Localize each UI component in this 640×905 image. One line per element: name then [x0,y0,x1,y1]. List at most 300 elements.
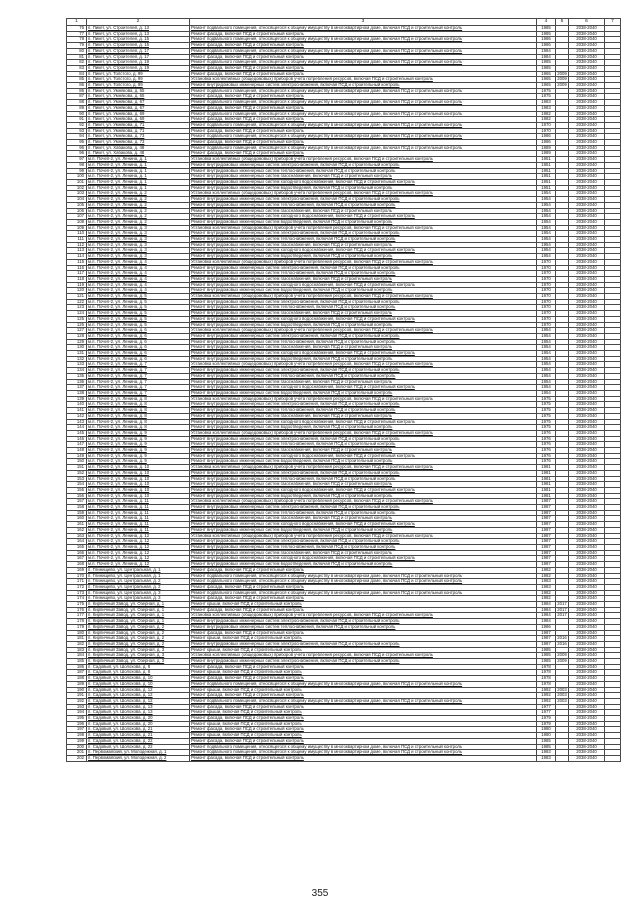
work-type-cell: Ремонт крыши, включая ПСД и строительный контроль [190,721,537,727]
work-type-cell: Ремонт внутридомовых инженерных систем теплоснабжения, включая ПСД и строительный контроль [190,624,537,630]
period-cell: 2038-2040 [569,311,605,317]
work-type-cell: Ремонт фасада, включая ПСД и строительный контроль [190,596,537,602]
row-number: 98 [67,162,87,168]
work-type-cell: Ремонт фасада, включая ПСД и строительный контроль [190,140,537,146]
build-year-cell: 1976 [537,436,556,442]
period-cell: 2038-2040 [569,48,605,54]
work-type-cell: Ремонт фасада, включая ПСД и строительный контроль [190,664,537,670]
build-year-cell: 1954 [537,385,556,391]
period-cell: 2038-2040 [569,322,605,328]
address-cell: м.п. Почеп-2, ул. Ленина, д. 8 [87,402,190,408]
period-cell: 2038-2040 [569,408,605,414]
address-cell: м.п. Почеп-2, ул. Ленина, д. 3 [87,237,190,243]
row-number: 185 [67,659,87,665]
period-cell: 2038-2040 [569,584,605,590]
build-year-cell: 1965 [537,77,556,83]
address-cell: м.п. Почеп-2, ул. Ленина, д. 11 [87,510,190,516]
work-type-cell: Ремонт внутридомовых инженерных систем газоснабжения, включая ПСД и строительный контроль [190,276,537,282]
build-year-cell: 1987 [537,505,556,511]
address-cell: п. Пикет, ул. Строителей, д. 17 [87,48,190,54]
work-type-cell: Ремонт внутридомовых инженерных систем водоотведения, включая ПСД и строительный контроль [190,356,537,362]
period-cell: 2038-2040 [569,716,605,722]
row-number: 152 [67,470,87,476]
renovation-year-cell: 2017 [557,607,567,612]
address-cell: п. Пикет, ул. Умнякова, д. 73 [87,140,190,146]
period-cell: 2038-2040 [569,556,605,562]
row-number: 168 [67,562,87,568]
row-number: 132 [67,356,87,362]
row-number: 106 [67,208,87,214]
row-number: 127 [67,328,87,334]
address-cell: м.п. Почеп-2, ул. Ленина, д. 1 [87,185,190,191]
row-number: 176 [67,607,87,613]
address-cell: п. Садовый, ул. Шолохова, д. 12 [87,693,190,699]
address-cell: м.п. Почеп-2, ул. Ленина, д. 9 [87,453,190,459]
address-cell: п. Кирпичный Завод, ул. Озерная, д. 1 [87,613,190,619]
build-year-cell: 1979 [537,721,556,727]
build-year-cell: 1954 [537,231,556,237]
address-cell: м.п. Почеп-2, ул. Ленина, д. 10 [87,487,190,493]
work-type-cell: Ремонт подвального помещения, относящегося к общему имуществу в многоквартирном доме, включая ПСД и строительный контроль [190,88,537,94]
address-cell: м.п. Почеп-2, ул. Ленина, д. 6 [87,328,190,334]
address-cell: п. Кирпичный Завод, ул. Озерная, д. 2 [87,624,190,630]
row-number: 105 [67,202,87,208]
period-cell: 2038-2040 [569,499,605,505]
work-type-cell: Ремонт фасада, включая ПСД и строительный контроль [190,704,537,710]
build-year-cell: 1986 [537,140,556,146]
row-number: 128 [67,333,87,339]
period-cell: 2038-2040 [569,493,605,499]
address-cell: п. Глинищево, ул. Центральная, д. 3 [87,596,190,602]
row-number: 173 [67,590,87,596]
header-cell-3: 3 [190,19,537,26]
address-cell: п. Пикет, ул. Строителей, д. 13 [87,26,190,32]
work-type-cell: Ремонт внутридомовых инженерных систем холодного водоснабжения, включая ПСД и строительный контроль [190,351,537,357]
address-cell: м.п. Почеп-2, ул. Ленина, д. 1 [87,157,190,163]
build-year-cell: 1954 [537,197,556,203]
period-cell: 2038-2040 [569,738,605,744]
address-cell: п. Пикет, ул. Строителей, д. 17 [87,54,190,60]
period-cell: 2038-2040 [569,54,605,60]
address-cell: м.п. Почеп-2, ул. Ленина, д. 12 [87,533,190,539]
work-type-cell: Ремонт внутридомовых инженерных систем электроснабжения, включая ПСД и строительный контроль [190,197,537,203]
work-type-cell: Установка коллективных (общедомовых) приборов учета потребления ресурсов, включая ПСД и строительный контроль [190,294,537,300]
period-cell: 2038-2040 [569,698,605,704]
period-cell: 2038-2040 [569,168,605,174]
build-year-cell: 1978 [537,670,556,676]
work-type-cell: Ремонт внутридомовых инженерных систем электроснабжения, включая ПСД и строительный контроль [190,162,537,168]
period-cell: 2038-2040 [569,636,605,642]
build-year-cell: 1954 [537,362,556,368]
row-number: 101 [67,179,87,185]
work-type-cell: Ремонт фасада, включая ПСД и строительный контроль [190,128,537,134]
build-year-cell: 1976 [537,442,556,448]
period-cell: 2038-2040 [569,385,605,391]
period-cell: 2038-2040 [569,259,605,265]
build-year-cell: 1954 [537,339,556,345]
period-cell: 2038-2040 [569,219,605,225]
period-cell: 2038-2040 [569,459,605,465]
work-type-cell: Ремонт внутридомовых инженерных систем холодного водоснабжения, включая ПСД и строительный контроль [190,522,537,528]
address-cell: п. Пикет, ул. Хабакова, д. 48 [87,145,190,151]
period-cell: 2038-2040 [569,602,605,608]
period-cell: 2038-2040 [569,624,605,630]
period-cell: 2038-2040 [569,31,605,37]
address-cell: п. Пикет, ул. Строителей, д. 19 [87,65,190,71]
address-cell: м.п. Почеп-2, ул. Ленина, д. 9 [87,448,190,454]
address-cell: п. Пикет, ул. Строителей, д. 15 [87,43,190,49]
build-year-cell: 1984 [537,602,556,608]
period-cell: 2038-2040 [569,465,605,471]
row-number: 180 [67,630,87,636]
address-cell: п. Садовый, ул. Шолохова, д. 10 [87,676,190,682]
build-year-cell: 1954 [537,254,556,260]
work-type-cell: Установка коллективных (общедомовых) приборов учета потребления ресурсов, включая ПСД и строительный контроль [190,653,537,659]
work-type-cell: Установка коллективных (общедомовых) приборов учета потребления ресурсов, включая ПСД и строительный контроль [190,613,537,619]
address-cell: п. Пикет, ул. Умнякова, д. 69 [87,111,190,117]
address-cell: м.п. Почеп-2, ул. Ленина, д. 5 [87,316,190,322]
work-type-cell: Ремонт внутридомовых инженерных систем электроснабжения, включая ПСД и строительный контроль [190,333,537,339]
row-number: 146 [67,436,87,442]
work-type-cell: Ремонт подвального помещения, относящегося к общему имуществу в многоквартирном доме, включая ПСД и строительный контроль [190,37,537,43]
address-cell: п. Первомайский, ул. Молодежная, д. 1 [87,750,190,756]
address-cell: м.п. Почеп-2, ул. Ленина, д. 3 [87,225,190,231]
build-year-cell: 1984 [537,607,556,613]
build-year-cell: 1984 [537,54,556,60]
address-cell: м.п. Почеп-2, ул. Ленина, д. 4 [87,276,190,282]
row-number: 102 [67,185,87,191]
period-cell: 2038-2040 [569,448,605,454]
work-type-cell: Ремонт внутридомовых инженерных систем электроснабжения, включая ПСД и строительный контроль [190,659,537,665]
row-number: 189 [67,681,87,687]
work-type-cell: Ремонт крыши, включая ПСД и строительный контроль [190,647,537,653]
build-year-cell: 1989 [537,151,556,157]
build-year-cell: 1987 [537,562,556,568]
row-number: 110 [67,231,87,237]
work-type-cell: Ремонт подвального помещения, относящегося к общему имуществу в многоквартирном доме, включая ПСД и строительный контроль [190,590,537,596]
address-cell: м.п. Почеп-2, ул. Ленина, д. 11 [87,499,190,505]
build-year-cell: 1985 [537,647,556,653]
work-type-cell: Ремонт внутридомовых инженерных систем холодного водоснабжения, включая ПСД и строительный контроль [190,556,537,562]
row-number: 117 [67,271,87,277]
build-year-cell: 1954 [537,202,556,208]
address-cell: п. Кирпичный Завод, ул. Озерная, д. 2 [87,641,190,647]
header-cell-7: 7 [605,19,621,26]
build-year-cell: 1985 [537,659,556,665]
period-cell: 2038-2040 [569,436,605,442]
work-type-cell: Ремонт внутридомовых инженерных систем водоотведения, включая ПСД и строительный контроль [190,219,537,225]
address-cell: п. Кирпичный Завод, ул. Озерная, д. 3 [87,647,190,653]
build-year-cell: 1951 [537,185,556,191]
period-cell: 2038-2040 [569,333,605,339]
address-cell: м.п. Почеп-2, ул. Ленина, д. 2 [87,197,190,203]
work-type-cell: Ремонт внутридомовых инженерных систем водоотведения, включая ПСД и строительный контроль [190,425,537,431]
address-cell: п. Глинищево, ул. Центральная, д. 1 [87,567,190,573]
row-number: 148 [67,448,87,454]
build-year-cell: 1951 [537,179,556,185]
work-type-cell: Ремонт внутридомовых инженерных систем электроснабжения, включая ПСД и строительный контроль [190,619,537,625]
build-year-cell: 1975 [537,88,556,94]
build-year-cell: 1985 [537,744,556,750]
period-cell: 2038-2040 [569,487,605,493]
work-type-cell: Ремонт внутридомовых инженерных систем холодного водоснабжения, включая ПСД и строительный контроль [190,179,537,185]
build-year-cell: 1985 [537,738,556,744]
work-type-cell: Ремонт внутридомовых инженерных систем водоотведения, включая ПСД и строительный контроль [190,459,537,465]
work-type-cell: Ремонт фасада, включая ПСД и строительный контроль [190,693,537,699]
work-type-cell: Установка коллективных (общедомовых) приборов учета потребления ресурсов, включая ПСД и строительный контроль [190,259,537,265]
address-cell: п. Садовый, ул. Шолохова, д. 13 [87,704,190,710]
build-year-cell: 1975 [537,413,556,419]
period-cell: 2038-2040 [569,373,605,379]
address-cell: п. Пикет, ул. Строителей, д. 15 [87,37,190,43]
work-type-cell: Ремонт внутридомовых инженерных систем теплоснабжения, включая ПСД и строительный контроль [190,373,537,379]
row-number: 123 [67,305,87,311]
row-number: 92 [67,122,87,128]
row-number: 87 [67,94,87,100]
renovation-year-cell: 2009 [557,82,567,88]
build-year-cell: 1954 [537,248,556,254]
header-cell-5: 5 [556,19,569,26]
work-type-cell: Ремонт внутридомовых инженерных систем теплоснабжения, включая ПСД и строительный контроль [190,168,537,174]
address-cell: п. Пикет, ул. Умнякова, д. 67 [87,100,190,106]
renovation-year-cell: 2009 [557,76,567,82]
row-number: 195 [67,716,87,722]
work-type-cell: Ремонт внутридомовых инженерных систем электроснабжения, включая ПСД и строительный контроль [190,505,537,511]
period-cell: 2038-2040 [569,100,605,106]
row-number: 126 [67,322,87,328]
work-type-cell: Ремонт фасада, включая ПСД и строительный контроль [190,756,537,762]
build-year-cell: 1989 [537,145,556,151]
row-number: 113 [67,248,87,254]
build-year-cell: 1954 [537,391,556,397]
address-cell: п. Пикет, ул. Толстого, д. 99 [87,77,190,83]
address-cell: м.п. Почеп-2, ул. Ленина, д. 2 [87,214,190,220]
work-type-cell: Ремонт внутридомовых инженерных систем холодного водоснабжения, включая ПСД и строительный контроль [190,316,537,322]
row-number: 139 [67,396,87,402]
period-cell: 2038-2040 [569,65,605,71]
work-type-cell: Установка коллективных (общедомовых) приборов учета потребления ресурсов, включая ПСД и строительный контроль [190,157,537,163]
address-cell: м.п. Почеп-2, ул. Ленина, д. 5 [87,299,190,305]
work-type-cell: Ремонт крыши, включая ПСД и строительный контроль [190,636,537,642]
work-type-cell: Установка коллективных (общедомовых) приборов учета потребления ресурсов, включая ПСД и строительный контроль [190,499,537,505]
row-number: 169 [67,567,87,573]
period-cell: 2038-2040 [569,94,605,100]
work-type-cell: Ремонт крыши, включая ПСД и строительный контроль [190,670,537,676]
row-number: 192 [67,698,87,704]
period-cell: 2038-2040 [569,710,605,716]
build-year-cell: 1978 [537,676,556,682]
period-cell: 2038-2040 [569,550,605,556]
row-number: 119 [67,282,87,288]
work-type-cell: Ремонт подвального помещения, относящегося к общему имуществу в многоквартирном доме, включая ПСД и строительный контроль [190,134,537,140]
row-number: 196 [67,721,87,727]
address-cell: п. Пикет, ул. Умнякова, д. 71 [87,122,190,128]
build-year-cell: 1954 [537,208,556,214]
work-type-cell: Ремонт подвального помещения, относящегося к общему имуществу в многоквартирном доме, включая ПСД и строительный контроль [190,698,537,704]
work-type-cell: Установка коллективных (общедомовых) приборов учета потребления ресурсов, включая ПСД и строительный контроль [190,533,537,539]
period-cell: 2038-2040 [569,26,605,32]
work-type-cell: Ремонт внутридомовых инженерных систем электроснабжения, включая ПСД и строительный контроль [190,402,537,408]
work-type-cell: Ремонт внутридомовых инженерных систем газоснабжения, включая ПСД и строительный контроль [190,242,537,248]
build-year-cell: 1975 [537,408,556,414]
build-year-cell: 1982 [537,573,556,579]
build-year-cell: 1970 [537,288,556,294]
build-year-cell: 1965 [537,83,556,89]
build-year-cell: 1985 [537,60,556,66]
address-cell: м.п. Почеп-2, ул. Ленина, д. 4 [87,271,190,277]
row-number: 183 [67,647,87,653]
row-number: 167 [67,556,87,562]
period-cell: 2038-2040 [569,197,605,203]
period-cell: 2038-2040 [569,396,605,402]
build-year-cell: 1970 [537,259,556,265]
row-number: 80 [67,48,87,54]
row-number: 191 [67,693,87,699]
work-type-cell: Ремонт внутридомовых инженерных систем газоснабжения, включая ПСД и строительный контроль [190,448,537,454]
work-type-cell: Ремонт внутридомовых инженерных систем газоснабжения, включая ПСД и строительный контроль [190,550,537,556]
work-type-cell: Ремонт фасада, включая ПСД и строительный контроль [190,630,537,636]
work-type-cell: Ремонт внутридомовых инженерных систем теплоснабжения, включая ПСД и строительный контроль [190,237,537,243]
build-year-cell: 1992 [537,698,556,704]
address-cell: м.п. Почеп-2, ул. Ленина, д. 11 [87,527,190,533]
row-number: 145 [67,430,87,436]
row-number: 122 [67,299,87,305]
build-year-cell: 1982 [537,590,556,596]
address-cell: п. Пикет, ул. Умнякова, д. 67 [87,105,190,111]
header-cell-6: 6 [569,19,605,26]
address-cell: м.п. Почеп-2, ул. Ленина, д. 12 [87,550,190,556]
address-cell: п. Кирпичный Завод, ул. Озерная, д. 2 [87,636,190,642]
row-number: 79 [67,43,87,49]
row-number: 162 [67,527,87,533]
build-year-cell: 1975 [537,425,556,431]
address-cell: п. Кирпичный Завод, ул. Озерная, д. 1 [87,607,190,613]
period-cell: 2038-2040 [569,276,605,282]
address-cell: п. Пикет, ул. Толстого, д. 99 [87,71,190,77]
work-type-cell: Ремонт внутридомовых инженерных систем газоснабжения, включая ПСД и строительный контроль [190,208,537,214]
period-cell: 2038-2040 [569,544,605,550]
work-type-cell: Ремонт фасада, включая ПСД и строительный контроль [190,151,537,157]
work-type-cell: Ремонт внутридомовых инженерных систем газоснабжения, включая ПСД и строительный контроль [190,482,537,488]
address-cell: м.п. Почеп-2, ул. Ленина, д. 9 [87,436,190,442]
row-number: 153 [67,476,87,482]
period-cell: 2038-2040 [569,316,605,322]
build-year-cell: 1970 [537,316,556,322]
period-cell: 2038-2040 [569,476,605,482]
period-cell: 2038-2040 [569,579,605,585]
row-number: 99 [67,168,87,174]
row-number: 90 [67,111,87,117]
build-year-cell: 1975 [537,94,556,100]
address-cell: м.п. Почеп-2, ул. Ленина, д. 6 [87,339,190,345]
row-number: 188 [67,676,87,682]
build-year-cell: 1954 [537,356,556,362]
build-year-cell: 1985 [537,653,556,659]
period-cell: 2038-2040 [569,111,605,117]
address-cell: м.п. Почеп-2, ул. Ленина, д. 8 [87,419,190,425]
row-number: 120 [67,288,87,294]
work-type-cell: Ремонт внутридомовых инженерных систем теплоснабжения, включая ПСД и строительный контроль [190,442,537,448]
period-cell: 2038-2040 [569,242,605,248]
period-cell: 2038-2040 [569,157,605,163]
address-cell: м.п. Почеп-2, ул. Ленина, д. 12 [87,539,190,545]
period-cell: 2038-2040 [569,533,605,539]
row-number: 97 [67,157,87,163]
address-cell: п. Садовый, ул. Шолохова, д. 21 [87,727,190,733]
row-number: 103 [67,191,87,197]
address-cell: п. Первомайский, ул. Молодежная, д. 2 [87,756,190,762]
row-number: 82 [67,60,87,66]
period-cell: 2038-2040 [569,356,605,362]
build-year-cell: 1983 [537,584,556,590]
row-number: 175 [67,602,87,608]
work-type-cell: Ремонт внутридомовых инженерных систем теплоснабжения, включая ПСД и строительный контроль [190,408,537,414]
row-number: 177 [67,613,87,619]
address-cell: м.п. Почеп-2, ул. Ленина, д. 5 [87,322,190,328]
work-type-cell: Ремонт внутридомовых инженерных систем электроснабжения, включая ПСД и строительный контроль [190,299,537,305]
period-cell: 2038-2040 [569,282,605,288]
work-type-cell: Ремонт подвального помещения, относящегося к общему имуществу в многоквартирном доме, включая ПСД и строительный контроль [190,579,537,585]
row-number: 129 [67,339,87,345]
row-number: 118 [67,276,87,282]
build-year-cell: 1981 [537,493,556,499]
row-number: 76 [67,26,87,32]
period-cell: 2038-2040 [569,88,605,94]
work-type-cell: Ремонт фасада, включая ПСД и строительный контроль [190,716,537,722]
period-cell: 2038-2040 [569,202,605,208]
row-number: 149 [67,453,87,459]
row-number: 151 [67,465,87,471]
address-cell: п. Садовый, ул. Шолохова, д. 8 [87,664,190,670]
address-cell: п. Садовый, ул. Шолохова, д. 20 [87,716,190,722]
period-cell: 2038-2040 [569,596,605,602]
address-cell: м.п. Почеп-2, ул. Ленина, д. 2 [87,191,190,197]
work-type-cell: Ремонт внутридомовых инженерных систем холодного водоснабжения, включая ПСД и строительный контроль [190,282,537,288]
build-year-cell: 1987 [537,539,556,545]
build-year-cell: 1954 [537,373,556,379]
work-type-cell: Ремонт внутридомовых инженерных систем электроснабжения, включая ПСД и строительный контроль [190,436,537,442]
work-type-cell: Ремонт внутридомовых инженерных систем электроснабжения, включая ПСД и строительный контроль [190,83,537,89]
renovation-year-cell: 2016 [557,641,567,646]
build-year-cell: 1970 [537,282,556,288]
period-cell: 2038-2040 [569,43,605,49]
address-cell: м.п. Почеп-2, ул. Ленина, д. 7 [87,362,190,368]
period-cell: 2038-2040 [569,237,605,243]
row-number: 77 [67,31,87,37]
build-year-cell: 1951 [537,157,556,163]
renovation-year-cell: 2003 [557,698,567,703]
build-year-cell: 1987 [537,641,556,647]
work-type-cell: Ремонт внутридомовых инженерных систем теплоснабжения, включая ПСД и строительный контроль [190,305,537,311]
address-cell: п. Пикет, ул. Умнякова, д. 65 [87,94,190,100]
address-cell: п. Кирпичный Завод, ул. Озерная, д. 3 [87,653,190,659]
work-type-cell: Ремонт внутридомовых инженерных систем водоотведения, включая ПСД и строительный контроль [190,254,537,260]
build-year-cell: 1954 [537,333,556,339]
period-cell: 2038-2040 [569,670,605,676]
period-cell: 2038-2040 [569,71,605,77]
address-cell: м.п. Почеп-2, ул. Ленина, д. 12 [87,544,190,550]
renovation-year-cell: 2009 [557,652,567,658]
address-cell: м.п. Почеп-2, ул. Ленина, д. 10 [87,476,190,482]
period-cell: 2038-2040 [569,756,605,762]
address-cell: м.п. Почеп-2, ул. Ленина, д. 6 [87,333,190,339]
period-cell: 2038-2040 [569,687,605,693]
period-cell: 2038-2040 [569,379,605,385]
period-cell: 2038-2040 [569,442,605,448]
address-cell: п. Садовый, ул. Шолохова, д. 12 [87,698,190,704]
period-cell: 2038-2040 [569,179,605,185]
period-cell: 2038-2040 [569,140,605,146]
